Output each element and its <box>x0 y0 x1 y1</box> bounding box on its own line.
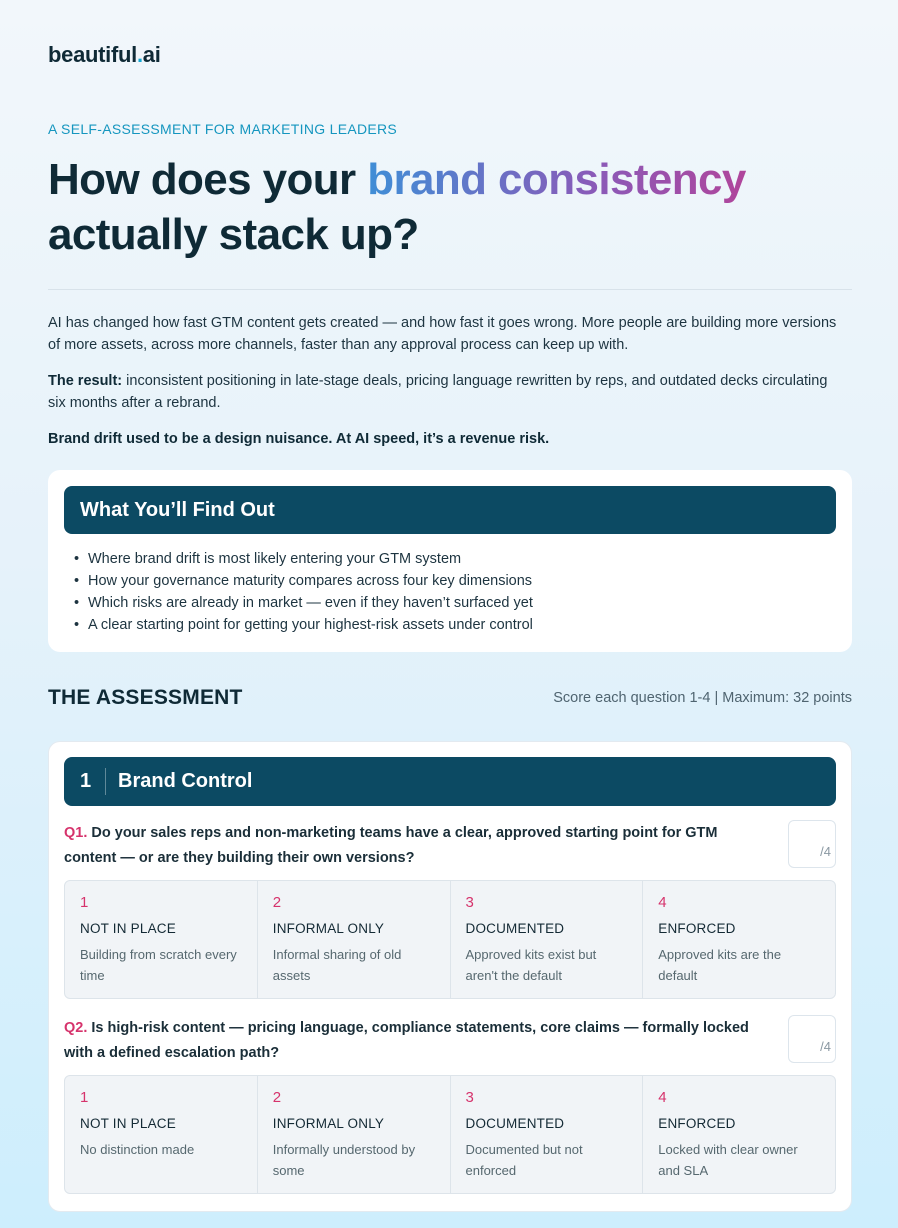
eyebrow-label: A SELF-ASSESSMENT FOR MARKETING LEADERS <box>48 121 398 137</box>
find-out-card <box>48 470 852 652</box>
assessment-title: THE ASSESSMENT <box>48 686 243 709</box>
section-separator <box>105 768 106 795</box>
intro-paragraph-1: AI has changed how fast GTM content gets created — and how fast it goes wrong. More people are building more versions of more assets, across more channels, faster than any approval process can keep up with. <box>48 315 837 353</box>
option-documented[interactable]: 3 DOCUMENTED Documented but not enforced <box>451 1076 644 1193</box>
score-max: /4 <box>820 1039 831 1054</box>
option-informal-only[interactable]: 2 INFORMAL ONLY Informally understood by some <box>258 1076 451 1193</box>
list-item: • Which risks are already in market — even if they haven’t surfaced yet <box>72 592 533 614</box>
section-title: Brand Control <box>118 770 253 792</box>
find-out-header: What You’ll Find Out <box>64 486 836 534</box>
section-brand-control <box>48 741 852 1212</box>
option-not-in-place[interactable]: 1 NOT IN PLACE Building from scratch every time <box>65 881 258 998</box>
assessment-meta: Score each question 1-4 | Maximum: 32 points <box>553 690 852 706</box>
score-max: /4 <box>820 844 831 859</box>
brand-logo: beautiful.ai <box>48 42 161 67</box>
option-not-in-place[interactable]: 1 NOT IN PLACE No distinction made <box>65 1076 258 1193</box>
option-documented[interactable]: 3 DOCUMENTED Approved kits exist but aren't the default <box>451 881 644 998</box>
question-text: Q2. Is high-risk content — pricing language, compliance statements, core claims — formally locked with a defined escalation path? <box>64 1020 749 1061</box>
section-number: 1 <box>80 770 92 792</box>
list-item: • A clear starting point for getting your highest-risk assets under control <box>72 614 533 636</box>
answer-options <box>64 1075 836 1194</box>
question-text: Q1. Do your sales reps and non-marketing teams have a clear, approved starting point for GTM content — or are they building their own versions? <box>64 825 718 866</box>
divider <box>48 289 852 290</box>
headline-highlight: brand consistency <box>367 155 746 204</box>
intro-paragraph-2: The result: inconsistent positioning in late-stage deals, pricing language rewritten by reps, and outdated decks circulating six months after a rebrand. <box>48 373 828 411</box>
option-enforced[interactable]: 4 ENFORCED Locked with clear owner and SLA <box>658 1089 798 1178</box>
answer-options <box>64 880 836 999</box>
intro-paragraph-3: Brand drift used to be a design nuisance. At AI speed, it’s a revenue risk. <box>48 431 550 447</box>
list-item: • Where brand drift is most likely entering your GTM system <box>72 548 533 570</box>
option-enforced[interactable]: 4 ENFORCED Approved kits are the default <box>658 894 782 983</box>
score-input[interactable] <box>788 1015 836 1063</box>
option-informal-only[interactable]: 2 INFORMAL ONLY Informal sharing of old assets <box>258 881 451 998</box>
page-title: How does your brand consistency actually stack up? <box>48 155 746 259</box>
score-input[interactable] <box>788 820 836 868</box>
list-item: • How your governance maturity compares across four key dimensions <box>72 570 533 592</box>
section-header <box>64 757 836 806</box>
find-out-list <box>72 548 533 636</box>
intro-text <box>48 312 848 464</box>
